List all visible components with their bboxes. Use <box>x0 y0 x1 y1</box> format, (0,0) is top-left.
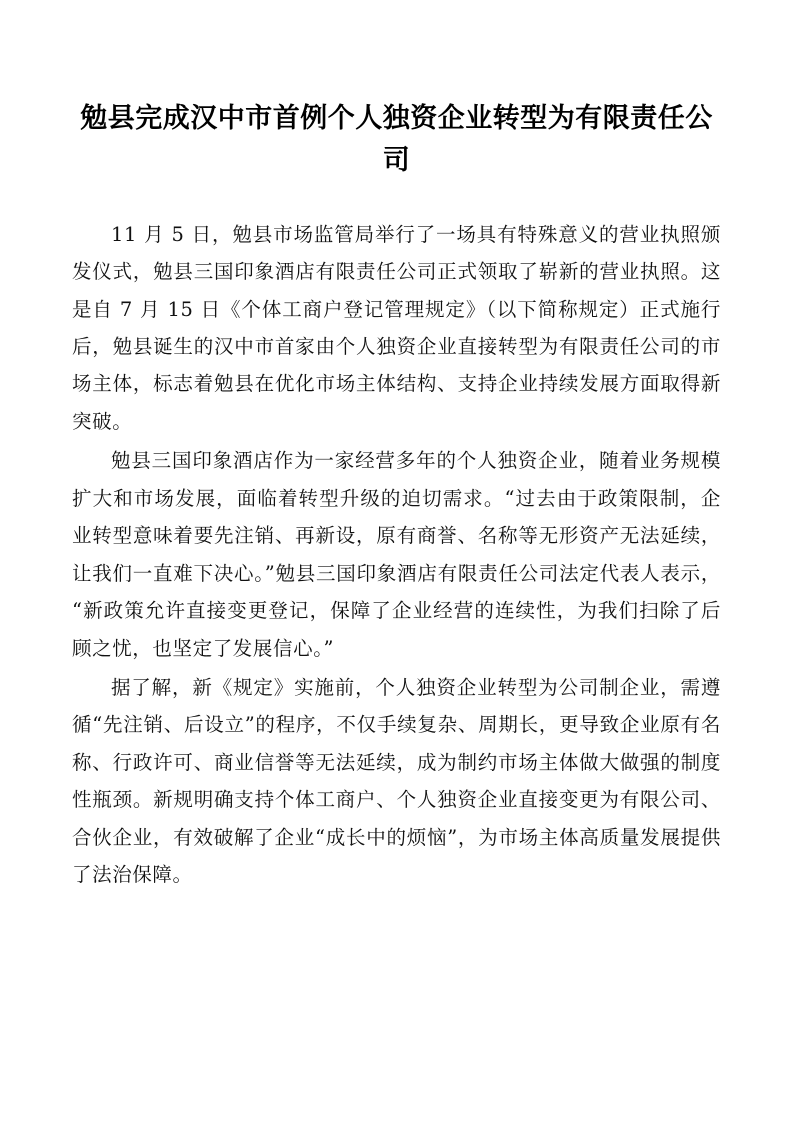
body-paragraph: 11 月 5 日，勉县市场监管局举行了一场具有特殊意义的营业执照颁发仪式，勉县三国印象酒店有限责任公司正式领取了崭新的营业执照。这是自 7 月 15 日《个体工商户登记管理规定》（以下简称规定）正式施行后，勉县诞生的汉中市首家由个人独资企业直接转型为有限责任公司的市场主体，标志着勉县在优化市场主体结构、支持企业持续发展方面取得新突破。 <box>72 222 721 433</box>
page-title: 勉县完成汉中市首例个人独资企业转型为有限责任公司 <box>80 103 713 176</box>
body-paragraph: 勉县三国印象酒店作为一家经营多年的个人独资企业，随着业务规模扩大和市场发展，面临着转型升级的迫切需求。“过去由于政策限制，企业转型意味着要先注销、再新设，原有商誉、名称等无形资产无法延续，让我们一直难下决心。”勉县三国印象酒店有限责任公司法定代表人表示，“新政策允许直接变更登记，保障了企业经营的连续性，为我们扫除了后顾之忧，也坚定了发展信心。” <box>72 449 721 660</box>
document-body <box>72 216 721 894</box>
body-paragraph: 据了解，新《规定》实施前，个人独资企业转型为公司制企业，需遵循“先注销、后设立”的程序，不仅手续复杂、周期长，更导致企业原有名称、行政许可、商业信誉等无法延续，成为制约市场主体做大做强的制度性瓶颈。新规明确支持个体工商户、个人独资企业直接变更为有限公司、合伙企业，有效破解了企业“成长中的烦恼”，为市场主体高质量发展提供了法治保障。 <box>72 675 721 887</box>
